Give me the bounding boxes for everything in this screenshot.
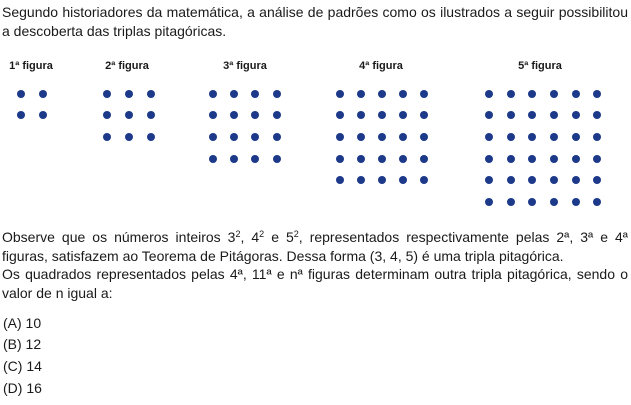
dot — [245, 105, 266, 127]
dot — [223, 105, 244, 127]
dot — [118, 126, 140, 148]
dot — [32, 105, 54, 127]
dot — [543, 191, 565, 213]
dot — [414, 83, 435, 105]
dot — [414, 148, 435, 170]
dot — [118, 83, 140, 105]
dot — [500, 126, 522, 148]
figure-2-dot-grid — [96, 83, 162, 148]
dot — [500, 83, 522, 105]
dot — [478, 105, 500, 127]
dot — [393, 105, 414, 127]
dot — [32, 83, 54, 105]
dot — [371, 126, 392, 148]
dot — [140, 126, 162, 148]
dot — [565, 105, 587, 127]
dot — [521, 83, 543, 105]
dot — [586, 148, 608, 170]
dot — [393, 169, 414, 191]
dot — [329, 169, 350, 191]
dot — [521, 169, 543, 191]
dot — [478, 148, 500, 170]
figure-4-dot-grid — [329, 83, 435, 191]
dot — [393, 148, 414, 170]
dot — [414, 126, 435, 148]
dot — [565, 169, 587, 191]
dot — [245, 148, 266, 170]
observe-paragraph — [2, 228, 628, 266]
dot — [414, 169, 435, 191]
dot — [10, 83, 32, 105]
exponent-1: 2 — [235, 229, 241, 239]
figure-label-5: 5ª figura — [518, 60, 562, 72]
observe-text-3: e 5 — [264, 229, 294, 245]
figure-label-4: 4ª figura — [359, 60, 403, 72]
dot — [350, 105, 371, 127]
dot — [500, 169, 522, 191]
dot — [266, 126, 287, 148]
dot — [521, 105, 543, 127]
observe-text-1: Observe que os números inteiros 3 — [2, 229, 236, 245]
dot — [543, 148, 565, 170]
dot — [565, 126, 587, 148]
dot — [266, 148, 287, 170]
dot — [245, 83, 266, 105]
dot — [478, 169, 500, 191]
question-paragraph: Os quadrados representados pelas 4ª, 11ª e nª figuras determinam outra tripla pitagórica, sendo o valor de n igual a: — [2, 266, 628, 301]
figure-3-dot-grid — [202, 83, 287, 169]
dot — [223, 148, 244, 170]
dot — [96, 126, 118, 148]
dot — [350, 148, 371, 170]
figure-label-2: 2ª figura — [105, 60, 149, 72]
dot — [202, 148, 223, 170]
dot — [414, 105, 435, 127]
dot — [202, 126, 223, 148]
dot — [140, 83, 162, 105]
dot — [371, 169, 392, 191]
dot — [10, 105, 32, 127]
dot — [543, 105, 565, 127]
figure-label-3: 3ª figura — [223, 60, 267, 72]
dot — [521, 191, 543, 213]
dot — [565, 191, 587, 213]
observe-text-2: , 4 — [240, 229, 260, 245]
dot — [96, 105, 118, 127]
dot — [140, 105, 162, 127]
dot — [350, 83, 371, 105]
dot — [223, 83, 244, 105]
observe-text-4: , representados respectivamente pelas 2ª, 3ª e 4ª figuras, satisfazem ao Teorema de Pitágoras. Dessa forma (3, 4, 5) é uma tripla pitagórica. — [2, 229, 628, 264]
dot — [565, 148, 587, 170]
dot — [521, 148, 543, 170]
dot — [329, 148, 350, 170]
dot — [586, 105, 608, 127]
dot — [543, 169, 565, 191]
option-d[interactable]: (D) 16 — [3, 380, 42, 396]
dot — [371, 148, 392, 170]
dot — [202, 105, 223, 127]
dot — [478, 83, 500, 105]
dot — [329, 105, 350, 127]
figure-label-1: 1ª figura — [9, 60, 53, 72]
dot — [245, 126, 266, 148]
dot — [266, 83, 287, 105]
dot — [586, 191, 608, 213]
dot — [329, 126, 350, 148]
figure-1-dot-grid — [10, 83, 54, 126]
figure-5-dot-grid — [478, 83, 608, 213]
dot — [202, 83, 223, 105]
dot — [371, 83, 392, 105]
dot — [543, 83, 565, 105]
exponent-2: 2 — [259, 229, 265, 239]
dot — [266, 105, 287, 127]
dot — [586, 126, 608, 148]
dot — [393, 83, 414, 105]
dot — [350, 126, 371, 148]
option-a[interactable]: (A) 10 — [3, 315, 42, 331]
dot — [371, 105, 392, 127]
dot — [586, 83, 608, 105]
dot — [478, 191, 500, 213]
dot — [500, 105, 522, 127]
dot — [118, 105, 140, 127]
dot — [96, 83, 118, 105]
dot — [543, 126, 565, 148]
dot — [500, 191, 522, 213]
dot — [500, 148, 522, 170]
option-c[interactable]: (C) 14 — [3, 358, 42, 374]
dot — [478, 126, 500, 148]
dot — [521, 126, 543, 148]
dot — [565, 83, 587, 105]
intro-paragraph: Segundo historiadores da matemática, a análise de padrões como os ilustrados a seguir possibilitou a descoberta das triplas pitagóricas. — [2, 4, 628, 39]
dot — [350, 169, 371, 191]
option-b[interactable]: (B) 12 — [3, 336, 42, 352]
dot — [393, 126, 414, 148]
exponent-3: 2 — [293, 229, 299, 239]
dot — [329, 83, 350, 105]
dot — [223, 126, 244, 148]
dot — [586, 169, 608, 191]
